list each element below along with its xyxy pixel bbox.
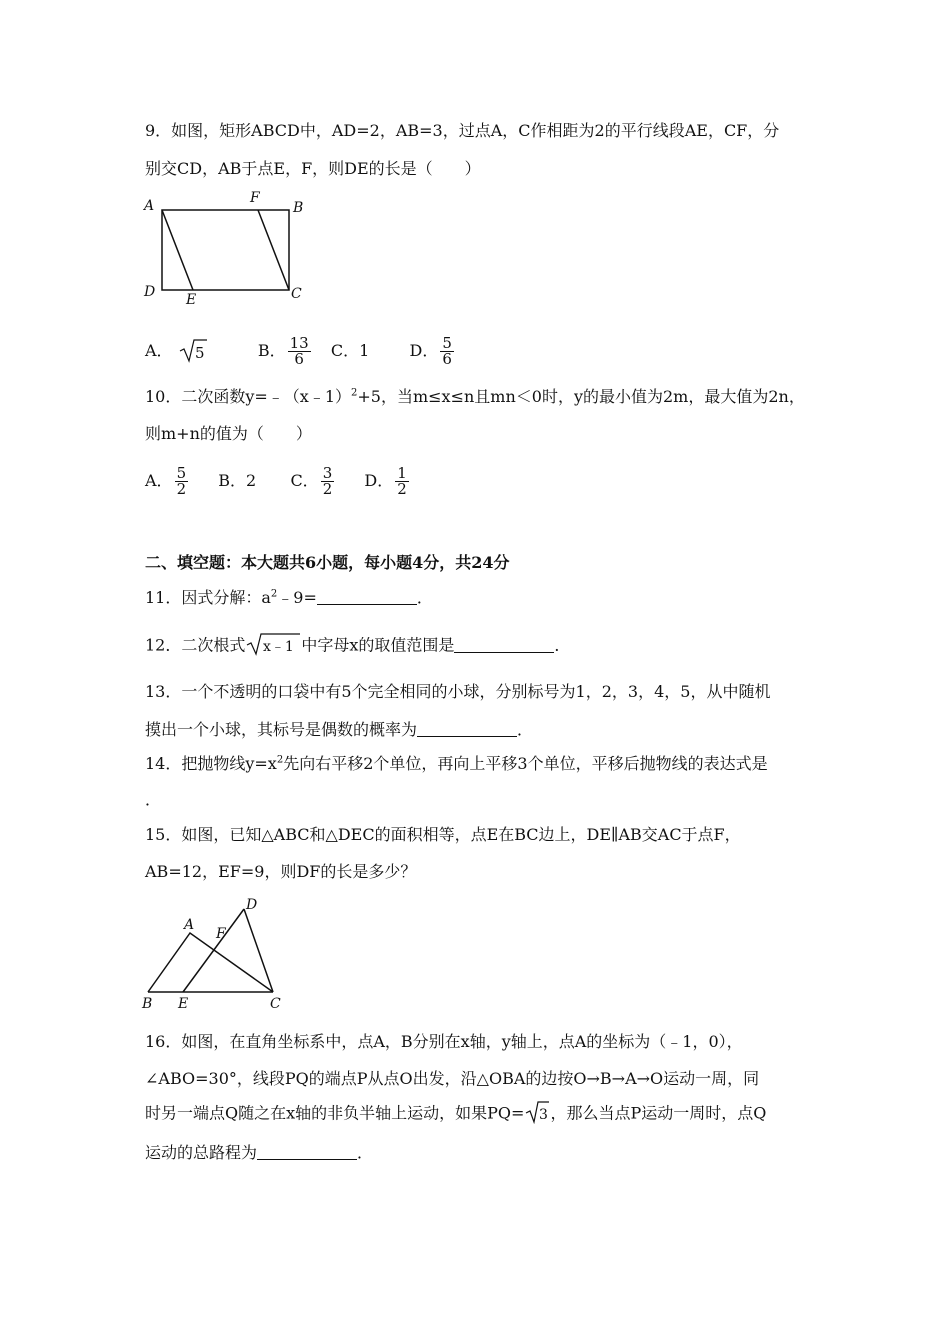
q9-label-f: F: [250, 190, 260, 206]
q11: 11．因式分解：$a^2﹣9=$ ．: [145, 588, 433, 607]
q9-label-a: A: [144, 198, 155, 214]
q14-line2: ．: [145, 790, 162, 809]
q9-label-d: D: [144, 284, 156, 300]
answer-blank[interactable]: [417, 722, 517, 737]
q15-label-c: C: [270, 996, 281, 1011]
q15-line2: AB=12，EF=9，则DF的长是多少？: [145, 862, 417, 881]
q16-line1: 16．如图，在直角坐标系中，点A，B分别在x轴，y轴上，点A的坐标为（﹣1，0），: [145, 1032, 743, 1051]
q9-options: [145, 336, 456, 367]
q10-option-c: C． $\frac{3}{2}$: [290, 464, 333, 498]
q9-option-d: D． $\frac{5}{6}$: [409, 334, 452, 368]
q10-option-d: D． $\frac{1}{2}$: [364, 464, 407, 498]
q13-line2: 摸出一个小球，其标号是偶数的概率为 ．: [145, 720, 534, 739]
q15-figure-triangles: [140, 893, 290, 1011]
q9-option-b: B． $\frac{13}{6}$: [257, 334, 309, 368]
q15-label-b: B: [142, 996, 153, 1011]
q9-label-b: B: [293, 200, 304, 216]
q13-line1: 13．一个不透明的口袋中有5个完全相同的小球，分别标号为1，2，3，4，5，从中随机: [145, 682, 771, 701]
q16-line2: ∠ABO=30°，线段PQ的端点P从点O出发，沿△OBA的边按O→B→A→O运动一周，同: [145, 1069, 760, 1088]
q9-label-c: C: [291, 286, 302, 302]
q12: 12．二次根式 x﹣1 中字母x的取值范围是 ．: [145, 632, 570, 660]
fraction: $\frac{5}{6}$: [442, 334, 452, 368]
q15-label-d: D: [246, 897, 258, 913]
q9-option-c: C．1: [330, 341, 370, 360]
sqrt-icon: [245, 632, 301, 660]
q9-line1: 9．如图，矩形ABCD中，AD=2，AB=3，过点A，C作相距为2的平行线段AE，CF，分: [145, 121, 780, 140]
q10-options: [145, 466, 411, 497]
q15-label-e: E: [178, 996, 189, 1011]
fraction: $\frac{13}{6}$: [289, 334, 309, 368]
q16-line3: 时另一端点Q随之在x轴的非负半轴上运动，如果PQ= 3 ，那么当点P运动一周时，点Q: [145, 1100, 766, 1128]
sqrt-icon: [524, 1100, 550, 1128]
q15-line1: 15．如图，已知△ABC和△DEC的面积相等，点E在BC边上，DE∥AB交AC于点F，: [145, 825, 741, 844]
q9-option-a: A． 5: [145, 341, 213, 360]
svg-text:3: 3: [539, 1107, 549, 1123]
q9-figure-rectangle: [140, 188, 310, 308]
fraction: $\frac{1}{2}$: [397, 464, 407, 498]
svg-text:x﹣1: x﹣1: [263, 639, 295, 655]
q16-line4: 运动的总路程为 ．: [145, 1143, 374, 1162]
svg-text:5: 5: [194, 343, 205, 362]
q10-option-a: A． $\frac{5}{2}$: [145, 464, 187, 498]
section-title: 二、填空题：本大题共6小题，每小题4分，共24分: [145, 553, 510, 572]
fraction: $\frac{3}{2}$: [322, 464, 333, 498]
q15-label-a: A: [184, 917, 195, 933]
q10-line1: 10．二次函数y=﹣（x﹣1）$^2$+5，当m≤x≤n且mn＜0时，y的最小值为2m，最大值为2n，: [145, 387, 805, 406]
q14-line1: 14．把抛物线$y=x^2$先向右平移2个单位，再向上平移3个单位，平移后抛物线的表达式是: [145, 754, 768, 773]
answer-blank[interactable]: [454, 638, 554, 653]
q9-label-e: E: [186, 292, 197, 308]
fraction: $\frac{5}{2}$: [176, 464, 187, 498]
answer-blank[interactable]: [257, 1145, 357, 1160]
q10-line2: 则m+n的值为（ ）: [145, 424, 312, 443]
answer-blank[interactable]: [317, 590, 417, 605]
q15-label-f: F: [216, 926, 226, 942]
q10-option-b: B．2: [218, 471, 257, 490]
q9-line2: 别交CD，AB于点E，F，则DE的长是（ ）: [145, 159, 481, 178]
sqrt-icon: [178, 337, 208, 367]
